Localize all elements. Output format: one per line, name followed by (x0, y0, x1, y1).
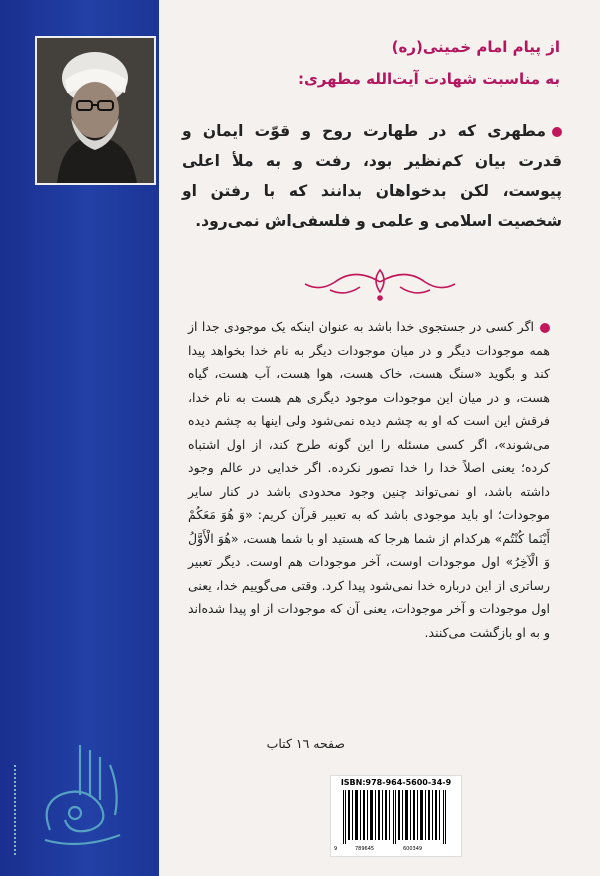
portrait-photo (35, 36, 156, 185)
quote-block (182, 116, 562, 236)
passage-text: اگر کسی در جستجوی خدا باشد به عنوان اینکه یک موجودی جدا از همه موجودات دیگر و در میان موجودات دیگر به نام خدا بخواهد پیدا کند و بگوید «سنگ هست، خاک هست، هوا هست، آب هست، گیاه هست، و در میان این موجودات موجود دیگری هم هست به نام خدا، فرقش این است که او به چشم دیده نمی‌شود ولی اینها به چشم دیده می‌شوند»، اگر کسی مسئله را این گونه طرح کند، از اول اشتباه کرده؛ یعنی اصلاً خدا را خدا تصور نکرده. اگر خدایی در عالم وجود داشته باشد، او نمی‌تواند چنین وجود محدودی باشد در کنار سایر موجودات؛ او باید موجودی باشد که به تعبیر قرآن کریم: «وَ هُوَ مَعَکُمْ أَیْنَما کُنْتُم» هرکدام از شما هرجا که هستید او با شما هست، «هُوَ الْأَوَّلُ وَ الْآخِرُ» اول موجودات اوست، آخر موجودات هم اوست. دیگر تعبیر رساتری از این درباره خدا نمی‌شود پیدا کرد. وقتی می‌گوییم خدا، یعنی اول موجودات و آخر موجودات، یعنی آن که موجودات از او پیدا شده‌اند و به او بازگشت می‌کنند. (188, 319, 550, 640)
passage-block (188, 315, 550, 644)
quote-text: مطهری که در طهارت روح و قوّت ایمان و قدرت بیان کم‌نظیر بود، رفت و به ملأ اعلی پیوست، لکن بدخواهان بدانند که با رفتن او شخصیت اسلامی و علمی و فلسفی‌اش نمی‌رود. (182, 122, 562, 230)
isbn-label: ISBN:978-964-5600-34-9 (340, 778, 452, 787)
heading-line-2: به مناسبت شهادت آیت‌الله مطهری: (298, 70, 560, 88)
ornament-divider-icon (300, 262, 460, 302)
logo-caption-vertical (8, 760, 24, 860)
barcode (330, 775, 462, 857)
portrait-illustration (37, 38, 154, 183)
bullet-icon (540, 323, 550, 333)
bullet-icon (552, 127, 562, 137)
barcode-digits-left: 789645 (355, 846, 375, 852)
barcode-digits-right: 600349 (403, 846, 423, 852)
heading-line-1: از پیام امام خمینی(ره) (391, 38, 560, 56)
barcode-digit-lead: 9 (334, 846, 338, 852)
calligraphy-logo-icon (20, 735, 140, 855)
barcode-bars-icon (341, 790, 451, 844)
logo-caption-lines-icon (8, 765, 22, 855)
page-reference: صفحه ١٦ کتاب (266, 736, 345, 751)
